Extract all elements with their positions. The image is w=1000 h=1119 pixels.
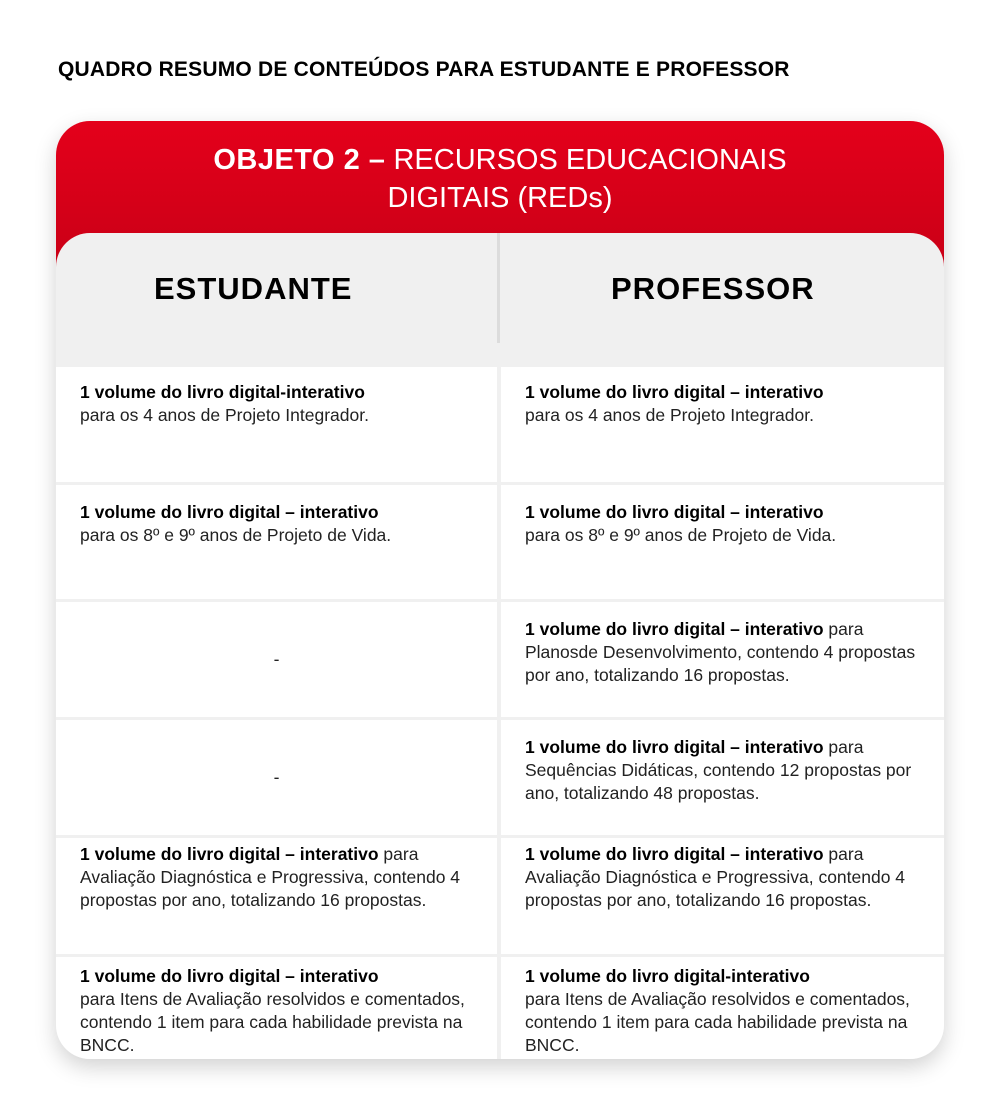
cell-bold: 1 volume do livro digital – interativo xyxy=(525,382,824,402)
cell-professor-1 xyxy=(501,367,944,482)
cell-professor-6 xyxy=(501,957,944,1059)
column-header-estudante: ESTUDANTE xyxy=(154,271,353,306)
cell-bold: 1 volume do livro digital – interativo xyxy=(525,502,824,522)
cell-text: para Planosde Desenvolvimento, contendo 4 propostas por ano, totalizando 16 propostas. xyxy=(525,619,916,685)
cell-professor-4 xyxy=(501,720,944,835)
cell-estudante-2 xyxy=(56,485,497,599)
banner-title-line1: RECURSOS EDUCACIONAIS xyxy=(385,144,787,176)
cell-bold: 1 volume do livro digital – interativo xyxy=(80,966,379,986)
cell-professor-2 xyxy=(501,485,944,599)
cell-bold: 1 volume do livro digital-interativo xyxy=(80,382,365,402)
cell-text: para os 8º e 9º anos de Projeto de Vida. xyxy=(525,525,837,545)
cell-text: para Avaliação Diagnóstica e Progressiva, contendo 4 propostas por ano, totalizando 16 propostas. xyxy=(525,844,906,910)
cell-text: para os 8º e 9º anos de Projeto de Vida. xyxy=(80,525,392,545)
cell-estudante-5 xyxy=(56,838,497,954)
banner-title-line2: DIGITAIS (REDs) xyxy=(387,182,613,214)
cell-bold: 1 volume do livro digital – interativo xyxy=(80,502,379,522)
page-heading: QUADRO RESUMO DE CONTEÚDOS PARA ESTUDANTE E PROFESSOR xyxy=(58,58,790,81)
cell-bold: 1 volume do livro digital – interativo xyxy=(80,844,379,864)
column-header-professor: PROFESSOR xyxy=(611,271,815,306)
cell-bold: 1 volume do livro digital-interativo xyxy=(525,966,810,986)
column-divider xyxy=(497,233,500,343)
cell-estudante-4 xyxy=(56,720,497,835)
summary-card xyxy=(56,121,944,1059)
cell-professor-5 xyxy=(501,838,944,954)
cell-text: para Avaliação Diagnóstica e Progressiva, contendo 4 propostas por ano, totalizando 16 propostas. xyxy=(80,844,461,910)
content-table xyxy=(56,343,944,1059)
cell-text: para Itens de Avaliação resolvidos e comentados, contendo 1 item para cada habilidade prevista na BNCC. xyxy=(525,989,910,1055)
cell-dash: - xyxy=(273,767,280,787)
cell-text: para Sequências Didáticas, contendo 12 propostas por ano, totalizando 48 propostas. xyxy=(525,737,912,803)
cell-professor-3 xyxy=(501,602,944,717)
cell-text: para Itens de Avaliação resolvidos e comentados, contendo 1 item para cada habilidade prevista na BNCC. xyxy=(80,989,465,1055)
cell-bold: 1 volume do livro digital – interativo xyxy=(525,844,824,864)
cell-estudante-6 xyxy=(56,957,497,1059)
cell-text: para os 4 anos de Projeto Integrador. xyxy=(525,405,814,425)
cell-text: para os 4 anos de Projeto Integrador. xyxy=(80,405,369,425)
banner-title-bold: OBJETO 2 – xyxy=(213,144,386,176)
cell-estudante-1 xyxy=(56,367,497,482)
banner-title xyxy=(56,141,944,217)
cell-bold: 1 volume do livro digital – interativo xyxy=(525,737,824,757)
cell-bold: 1 volume do livro digital – interativo xyxy=(525,619,824,639)
cell-estudante-3 xyxy=(56,602,497,717)
cell-dash: - xyxy=(273,649,280,669)
